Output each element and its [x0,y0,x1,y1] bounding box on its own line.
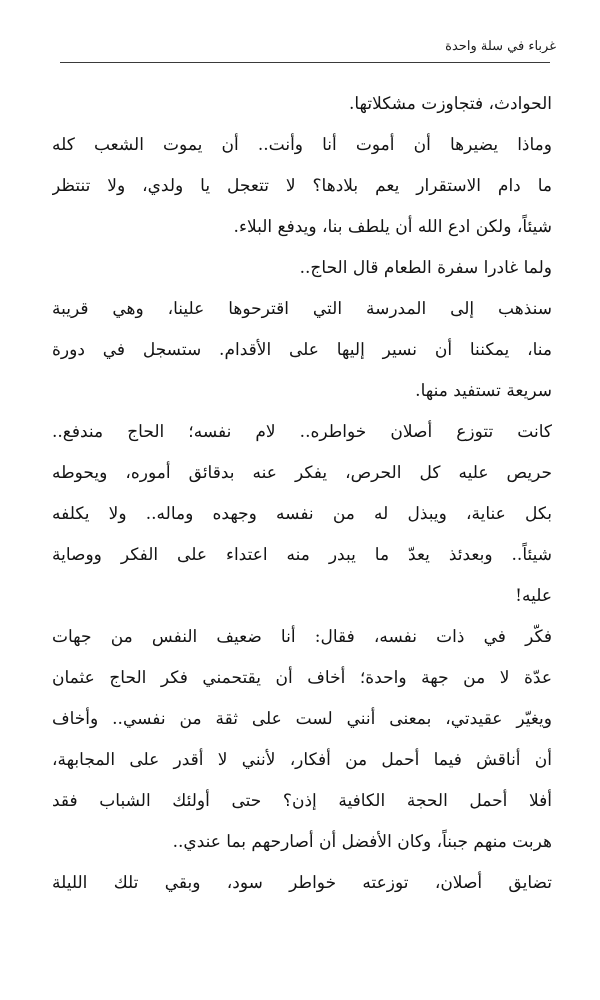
header-rule [60,62,550,63]
text-line: شيئاً، ولكن ادع الله أن يلطف بنا، ويدفع البلاء. [233,217,552,237]
text-line: عليه! [515,586,552,606]
text-line: كانت تتوزع أصلان خواطره.. لام نفسه؛ الحاج مندفع.. [52,422,552,442]
text-line: عدّة لا من جهة واحدة؛ أخاف أن يقتحمني فكر الحاج عثمان [52,668,552,688]
text-line: تضايق أصلان، توزعته خواطر سود، وبقي تلك الليلة [52,873,552,893]
text-line: فكّر في ذات نفسه، فقال: أنا ضعيف النفس من جهات [52,627,552,647]
text-line: الحوادث، فتجاوزت مشكلاتها. [348,94,552,114]
text-line: بكل عناية، ويبذل له من نفسه وجهده وماله.. ولا يكلفه [52,504,552,524]
text-line: أفلا أحمل الحجة الكافية إذن؟ حتى أولئك الشباب فقد [52,791,552,811]
text-line: حريص عليه كل الحرص، يفكر عنه بدقائق أموره، ويحوطه [52,463,552,483]
text-line: منا، يمكننا أن نسير إليها على الأقدام. ستسجل في دورة [52,340,552,360]
text-line: ويغيّر عقيدتي، بمعنى أنني لست على ثقة من نفسي.. وأخاف [52,709,552,729]
text-line: شيئاً.. وبعدئذ يعدّ ما يبدر منه اعتداء على الفكر ووصاية [52,545,552,565]
body-text [52,84,552,904]
text-line: سريعة تستفيد منها. [415,381,552,401]
text-line: أن أناقش فيما أحمل من أفكار، لأنني لا أقدر على المجابهة، [52,750,552,770]
text-line: ولما غادرا سفرة الطعام قال الحاج.. [299,258,552,278]
text-line: وماذا يضيرها أن أموت أنا وأنت.. أن يموت الشعب كله [52,135,552,155]
text-line: ما دام الاستقرار يعم بلادها؟ لا تتعجل يا ولدي، ولا تنتظر [52,176,552,196]
text-line: هربت منهم جبناً، وكان الأفضل أن أصارحهم بما عندي.. [172,832,552,852]
running-header: غرباء في سلة واحدة [445,39,556,54]
text-line: سنذهب إلى المدرسة التي اقترحوها علينا، وهي قريبة [52,299,552,319]
